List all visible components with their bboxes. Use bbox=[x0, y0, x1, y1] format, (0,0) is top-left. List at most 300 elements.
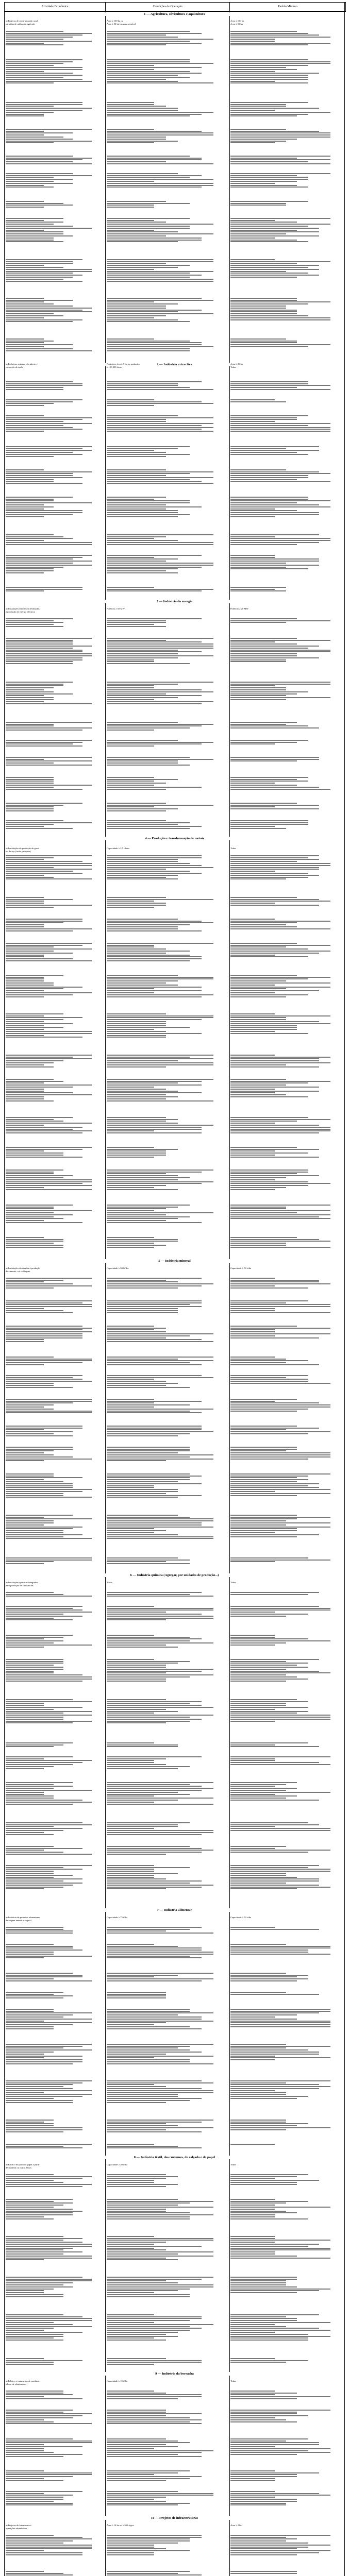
text-line-placeholder bbox=[230, 1592, 319, 1593]
text-line-placeholder bbox=[230, 448, 286, 449]
text-line-placeholder bbox=[230, 471, 319, 472]
text-line-placeholder bbox=[230, 65, 308, 66]
text-line-placeholder bbox=[107, 1411, 190, 1412]
text-line-placeholder bbox=[107, 1459, 213, 1460]
text-line-placeholder bbox=[6, 2094, 92, 2095]
text-line-placeholder bbox=[230, 1027, 297, 1028]
table-text-block bbox=[6, 2357, 102, 2369]
conditions-cell bbox=[107, 847, 228, 850]
text-line-placeholder bbox=[6, 279, 63, 280]
text-line-placeholder bbox=[230, 1379, 308, 1380]
text-line-placeholder bbox=[230, 805, 319, 806]
text-line-placeholder bbox=[107, 1170, 213, 1171]
text-line-placeholder bbox=[6, 1119, 54, 1120]
text-line-placeholder bbox=[107, 1792, 178, 1793]
activity-cell bbox=[6, 20, 104, 25]
text-line-placeholder bbox=[107, 985, 178, 986]
text-line-placeholder bbox=[230, 201, 308, 202]
text-line-placeholder bbox=[230, 1247, 330, 1248]
text-line-placeholder bbox=[6, 512, 82, 513]
cell-line: ou de aço (fusão primária) bbox=[6, 850, 31, 853]
text-line-placeholder bbox=[6, 2543, 63, 2544]
table-text-block bbox=[230, 1116, 341, 1143]
text-line-placeholder bbox=[107, 740, 178, 741]
text-line-placeholder bbox=[107, 1477, 190, 1478]
text-line-placeholder bbox=[6, 2056, 82, 2057]
text-line-placeholder bbox=[6, 740, 92, 741]
text-line-placeholder bbox=[6, 901, 44, 902]
table-text-block bbox=[230, 2235, 341, 2273]
text-line-placeholder bbox=[107, 82, 213, 83]
cell-line: a) Indústria de produtos alimentares bbox=[6, 1916, 40, 1919]
table-text-block bbox=[107, 297, 225, 334]
text-line-placeholder bbox=[230, 1081, 330, 1082]
text-line-placeholder bbox=[230, 1705, 286, 1706]
activity-cell bbox=[6, 1581, 104, 1587]
text-line-placeholder bbox=[6, 722, 92, 723]
activity-cell bbox=[6, 1267, 104, 1273]
text-line-placeholder bbox=[107, 544, 213, 545]
text-line-placeholder bbox=[107, 2393, 166, 2394]
text-line-placeholder bbox=[230, 2550, 330, 2551]
text-line-placeholder bbox=[230, 2415, 308, 2416]
text-line-placeholder bbox=[107, 2209, 166, 2210]
text-line-placeholder bbox=[6, 344, 73, 345]
text-line-placeholder bbox=[230, 691, 308, 692]
text-line-placeholder bbox=[6, 1489, 92, 1490]
table-text-block bbox=[230, 2490, 341, 2513]
text-line-placeholder bbox=[107, 502, 190, 503]
text-line-placeholder bbox=[6, 2212, 73, 2213]
text-line-placeholder bbox=[6, 1013, 63, 1014]
text-line-placeholder bbox=[6, 2574, 73, 2575]
text-line-placeholder bbox=[107, 2180, 154, 2181]
text-line-placeholder bbox=[6, 1089, 44, 1090]
text-line-placeholder bbox=[230, 2012, 319, 2013]
text-line-placeholder bbox=[6, 1281, 44, 1282]
text-line-placeholder bbox=[107, 1281, 178, 1282]
text-line-placeholder bbox=[6, 1149, 82, 1150]
text-line-placeholder bbox=[230, 1454, 330, 1455]
text-line-placeholder bbox=[107, 429, 202, 430]
text-line-placeholder bbox=[6, 1239, 63, 1240]
text-line-placeholder bbox=[230, 112, 330, 113]
text-line-placeholder bbox=[230, 1450, 286, 1451]
text-line-placeholder bbox=[107, 1100, 213, 1101]
text-line-placeholder bbox=[230, 2218, 308, 2219]
cell-line: Todas bbox=[230, 847, 236, 850]
text-line-placeholder bbox=[230, 39, 275, 40]
text-line-placeholder bbox=[107, 1360, 213, 1361]
text-line-placeholder bbox=[6, 2046, 82, 2047]
text-line-placeholder bbox=[6, 483, 82, 484]
text-line-placeholder bbox=[6, 79, 82, 80]
text-line-placeholder bbox=[230, 1489, 330, 1490]
text-line-placeholder bbox=[6, 1848, 82, 1849]
text-line-placeholder bbox=[6, 2084, 73, 2085]
table-text-block bbox=[230, 1972, 341, 1988]
text-line-placeholder bbox=[6, 1339, 44, 1340]
text-line-placeholder bbox=[107, 1530, 166, 1531]
text-line-placeholder bbox=[230, 75, 308, 76]
text-line-placeholder bbox=[6, 2129, 82, 2130]
text-line-placeholder bbox=[6, 1667, 63, 1668]
text-line-placeholder bbox=[6, 1976, 82, 1977]
text-line-placeholder bbox=[107, 1245, 166, 1246]
cell-line: Todas bbox=[107, 1581, 112, 1584]
table-text-block bbox=[107, 1821, 225, 1842]
text-line-placeholder bbox=[6, 1954, 54, 1955]
text-line-placeholder bbox=[230, 1709, 275, 1710]
text-line-placeholder bbox=[230, 429, 330, 430]
text-line-placeholder bbox=[230, 2125, 297, 2126]
text-line-placeholder bbox=[107, 79, 166, 80]
text-line-placeholder bbox=[6, 389, 63, 390]
text-line-placeholder bbox=[107, 233, 213, 234]
text-line-placeholder bbox=[6, 980, 44, 981]
table-text-block bbox=[107, 58, 225, 98]
text-line-placeholder bbox=[230, 1306, 330, 1307]
section-heading: 6 — Indústria química (Agregar, por unidades de produção...) bbox=[5, 1573, 344, 1577]
text-line-placeholder bbox=[6, 1337, 82, 1338]
table-text-block bbox=[6, 1698, 102, 1738]
text-line-placeholder bbox=[230, 2014, 297, 2015]
text-line-placeholder bbox=[6, 1087, 73, 1088]
text-line-placeholder bbox=[107, 1952, 213, 1953]
text-line-placeholder bbox=[107, 2240, 213, 2241]
text-line-placeholder bbox=[230, 2334, 308, 2335]
text-line-placeholder bbox=[107, 43, 202, 44]
table-text-block bbox=[230, 1556, 341, 1570]
text-line-placeholder bbox=[6, 863, 92, 864]
text-line-placeholder bbox=[6, 2332, 82, 2333]
text-line-placeholder bbox=[6, 181, 54, 182]
text-line-placeholder bbox=[230, 727, 319, 728]
regulation-table bbox=[4, 2, 346, 12]
text-line-placeholder bbox=[6, 220, 44, 221]
table-text-block bbox=[107, 1168, 225, 1200]
text-line-placeholder bbox=[6, 2391, 63, 2392]
text-line-placeholder bbox=[107, 383, 178, 384]
text-line-placeholder bbox=[6, 1387, 73, 1388]
text-line-placeholder bbox=[107, 1454, 213, 1455]
text-line-placeholder bbox=[230, 1121, 297, 1122]
text-line-placeholder bbox=[6, 1150, 44, 1151]
text-line-placeholder bbox=[6, 1147, 92, 1148]
text-line-placeholder bbox=[107, 1017, 213, 1018]
text-line-placeholder bbox=[6, 930, 73, 931]
text-line-placeholder bbox=[6, 1129, 73, 1130]
text-line-placeholder bbox=[230, 1433, 308, 1434]
table-text-block bbox=[6, 2490, 102, 2513]
text-line-placeholder bbox=[230, 2290, 319, 2291]
text-line-placeholder bbox=[230, 303, 308, 304]
text-line-placeholder bbox=[230, 1459, 308, 1460]
text-line-placeholder bbox=[6, 878, 92, 879]
text-line-placeholder bbox=[107, 1756, 202, 1757]
text-line-placeholder bbox=[107, 1450, 190, 1451]
section-heading: 9 — Indústria da borracha bbox=[5, 2372, 344, 2376]
text-line-placeholder bbox=[230, 651, 330, 652]
text-line-placeholder bbox=[107, 2394, 202, 2395]
table-text-block bbox=[6, 1943, 102, 1969]
conditions-cell bbox=[107, 20, 228, 25]
text-line-placeholder bbox=[230, 2277, 297, 2278]
cell-line: a) Instalações industriais destinadas bbox=[6, 607, 40, 610]
text-line-placeholder bbox=[230, 1520, 286, 1521]
text-line-placeholder bbox=[107, 2090, 213, 2091]
table-text-block bbox=[6, 2008, 102, 2040]
table-text-block bbox=[230, 776, 341, 799]
text-line-placeholder bbox=[107, 1326, 154, 1327]
text-line-placeholder bbox=[107, 1129, 202, 1130]
text-line-placeholder bbox=[6, 1406, 44, 1408]
table-text-block bbox=[107, 1398, 225, 1421]
text-line-placeholder bbox=[6, 1094, 92, 1095]
table-text-block bbox=[6, 1634, 102, 1655]
text-line-placeholder bbox=[230, 381, 308, 382]
text-line-placeholder bbox=[230, 129, 286, 130]
text-line-placeholder bbox=[230, 1992, 286, 1993]
table-text-block bbox=[6, 1658, 102, 1695]
table-text-block bbox=[230, 1446, 341, 1469]
table-text-block bbox=[230, 2173, 341, 2195]
text-line-placeholder bbox=[6, 1058, 92, 1059]
text-line-placeholder bbox=[107, 1954, 213, 1955]
text-line-placeholder bbox=[107, 1447, 190, 1448]
text-line-placeholder bbox=[107, 44, 166, 45]
text-line-placeholder bbox=[107, 303, 178, 304]
text-line-placeholder bbox=[230, 179, 308, 180]
text-line-placeholder bbox=[230, 1183, 330, 1184]
text-line-placeholder bbox=[107, 1744, 178, 1745]
table-text-block bbox=[107, 1634, 225, 1655]
cell-line: Área ≥ 50 ha em zona sensível bbox=[107, 22, 136, 25]
text-line-placeholder bbox=[6, 1804, 73, 1805]
table-text-block bbox=[230, 1054, 341, 1075]
text-line-placeholder bbox=[107, 878, 178, 879]
text-line-placeholder bbox=[230, 1536, 297, 1537]
text-line-placeholder bbox=[230, 2240, 330, 2241]
text-line-placeholder bbox=[6, 1364, 44, 1365]
text-line-placeholder bbox=[230, 1243, 286, 1244]
text-line-placeholder bbox=[6, 504, 44, 505]
text-line-placeholder bbox=[107, 1173, 166, 1174]
text-line-placeholder bbox=[6, 261, 73, 262]
text-line-placeholder bbox=[230, 31, 297, 32]
text-line-placeholder bbox=[6, 651, 82, 652]
table-text-block bbox=[230, 2389, 341, 2405]
text-line-placeholder bbox=[107, 427, 213, 428]
text-line-placeholder bbox=[230, 2360, 308, 2361]
text-line-placeholder bbox=[6, 1563, 44, 1564]
text-line-placeholder bbox=[230, 1681, 286, 1682]
text-line-placeholder bbox=[6, 538, 73, 539]
text-line-placeholder bbox=[230, 2098, 297, 2099]
text-line-placeholder bbox=[230, 558, 319, 560]
text-line-placeholder bbox=[230, 510, 297, 511]
cell-line: Área ≥ 50 ha bbox=[230, 22, 243, 25]
text-line-placeholder bbox=[6, 2548, 92, 2549]
text-line-placeholder bbox=[107, 1722, 166, 1723]
text-line-placeholder bbox=[107, 2497, 166, 2498]
text-line-placeholder bbox=[230, 643, 297, 645]
text-line-placeholder bbox=[230, 2016, 275, 2018]
text-line-placeholder bbox=[230, 218, 330, 219]
text-line-placeholder bbox=[6, 1832, 44, 1833]
text-line-placeholder bbox=[6, 41, 92, 42]
text-line-placeholder bbox=[107, 2334, 166, 2335]
text-line-placeholder bbox=[230, 743, 275, 744]
text-line-placeholder bbox=[230, 948, 308, 950]
text-line-placeholder bbox=[230, 2491, 275, 2492]
text-line-placeholder bbox=[6, 415, 44, 416]
text-line-placeholder bbox=[107, 59, 190, 60]
text-line-placeholder bbox=[107, 1208, 166, 1209]
text-line-placeholder bbox=[6, 1997, 63, 1998]
text-line-placeholder bbox=[107, 183, 213, 184]
text-line-placeholder bbox=[6, 1493, 63, 1494]
text-line-placeholder bbox=[230, 1557, 308, 1558]
text-line-placeholder bbox=[107, 1596, 213, 1597]
column-divider-2 bbox=[229, 3, 230, 2576]
cell-line: Capacidade ≥ 2,5 t/hora bbox=[107, 847, 129, 850]
text-line-placeholder bbox=[6, 2499, 63, 2500]
text-line-placeholder bbox=[107, 638, 213, 639]
text-line-placeholder bbox=[107, 2019, 202, 2020]
text-line-placeholder bbox=[6, 2495, 73, 2496]
text-line-placeholder bbox=[107, 1243, 154, 1244]
text-line-placeholder bbox=[6, 1676, 92, 1677]
text-line-placeholder bbox=[107, 1308, 178, 1309]
text-line-placeholder bbox=[107, 137, 166, 138]
table-text-block bbox=[230, 496, 341, 530]
text-line-placeholder bbox=[230, 2096, 308, 2097]
text-line-placeholder bbox=[6, 317, 44, 318]
text-line-placeholder bbox=[230, 1094, 286, 1095]
text-line-placeholder bbox=[107, 930, 202, 931]
text-line-placeholder bbox=[230, 996, 286, 997]
text-line-placeholder bbox=[107, 1832, 213, 1833]
text-line-placeholder bbox=[107, 919, 178, 920]
text-line-placeholder bbox=[230, 2446, 275, 2447]
cell-line: para produção de substâncias bbox=[6, 1584, 34, 1587]
text-line-placeholder bbox=[107, 2014, 178, 2015]
text-line-placeholder bbox=[230, 1661, 286, 1662]
text-line-placeholder bbox=[107, 405, 154, 406]
text-line-placeholder bbox=[6, 77, 63, 78]
text-line-placeholder bbox=[6, 142, 54, 143]
text-line-placeholder bbox=[230, 873, 308, 874]
text-line-placeholder bbox=[6, 1995, 73, 1996]
text-line-placeholder bbox=[6, 306, 73, 307]
text-line-placeholder bbox=[6, 1635, 73, 1636]
text-line-placeholder bbox=[230, 187, 308, 188]
text-line-placeholder bbox=[230, 2292, 297, 2293]
text-line-placeholder bbox=[107, 2324, 213, 2325]
text-line-placeholder bbox=[107, 897, 166, 898]
text-line-placeholder bbox=[230, 561, 319, 562]
text-line-placeholder bbox=[230, 540, 330, 541]
text-line-placeholder bbox=[107, 2052, 202, 2053]
cell-line: a) Instalações de produção de gusa bbox=[6, 847, 39, 850]
text-line-placeholder bbox=[107, 1609, 213, 1611]
text-line-placeholder bbox=[230, 2393, 297, 2394]
text-line-placeholder bbox=[6, 1245, 63, 1246]
table-text-block bbox=[230, 1634, 341, 1655]
text-line-placeholder bbox=[107, 2421, 190, 2422]
activity-cell bbox=[6, 1916, 104, 1922]
text-line-placeholder bbox=[6, 310, 82, 311]
table-text-block bbox=[230, 2534, 341, 2567]
text-line-placeholder bbox=[6, 587, 82, 588]
text-line-placeholder bbox=[230, 1082, 308, 1083]
text-line-placeholder bbox=[6, 425, 63, 426]
text-line-placeholder bbox=[230, 1534, 319, 1535]
text-line-placeholder bbox=[107, 2358, 166, 2359]
text-line-placeholder bbox=[107, 2244, 154, 2245]
text-line-placeholder bbox=[230, 2094, 286, 2095]
text-line-placeholder bbox=[230, 783, 275, 784]
text-line-placeholder bbox=[230, 2284, 286, 2285]
table-text-block bbox=[230, 617, 341, 634]
text-line-placeholder bbox=[6, 281, 82, 282]
text-line-placeholder bbox=[107, 1409, 213, 1410]
text-line-placeholder bbox=[230, 509, 275, 510]
text-line-placeholder bbox=[230, 273, 308, 274]
text-line-placeholder bbox=[107, 1306, 202, 1307]
text-line-placeholder bbox=[230, 1310, 275, 1311]
text-line-placeholder bbox=[6, 955, 44, 956]
text-line-placeholder bbox=[107, 873, 202, 874]
text-line-placeholder bbox=[6, 1222, 82, 1223]
text-line-placeholder bbox=[6, 514, 73, 515]
text-line-placeholder bbox=[107, 2214, 213, 2215]
text-line-placeholder bbox=[6, 2049, 92, 2050]
text-line-placeholder bbox=[107, 701, 213, 702]
text-line-placeholder bbox=[6, 2090, 92, 2091]
table-text-block bbox=[107, 756, 225, 773]
text-line-placeholder bbox=[6, 946, 54, 947]
text-line-placeholder bbox=[6, 1412, 92, 1413]
text-line-placeholder bbox=[107, 2211, 166, 2212]
text-line-placeholder bbox=[107, 1950, 202, 1951]
text-line-placeholder bbox=[6, 859, 44, 860]
table-text-block bbox=[107, 258, 225, 294]
text-line-placeholder bbox=[230, 1495, 297, 1496]
text-line-placeholder bbox=[107, 2362, 202, 2363]
text-line-placeholder bbox=[107, 224, 213, 225]
text-line-placeholder bbox=[6, 2100, 73, 2101]
text-line-placeholder bbox=[6, 2326, 92, 2327]
header-conditions: Condições de Operação bbox=[106, 3, 230, 11]
text-line-placeholder bbox=[6, 450, 92, 451]
text-line-placeholder bbox=[107, 481, 202, 482]
text-line-placeholder bbox=[230, 956, 308, 957]
text-line-placeholder bbox=[230, 114, 308, 115]
text-line-placeholder bbox=[230, 2537, 286, 2538]
text-line-placeholder bbox=[107, 620, 166, 621]
text-line-placeholder bbox=[230, 1888, 297, 1889]
text-line-placeholder bbox=[107, 1707, 213, 1708]
table-text-block bbox=[230, 297, 341, 334]
text-line-placeholder bbox=[6, 655, 92, 656]
text-line-placeholder bbox=[6, 112, 54, 113]
text-line-placeholder bbox=[230, 313, 297, 314]
text-line-placeholder bbox=[6, 405, 44, 406]
table-text-block bbox=[230, 1078, 341, 1113]
text-line-placeholder bbox=[6, 2063, 73, 2064]
